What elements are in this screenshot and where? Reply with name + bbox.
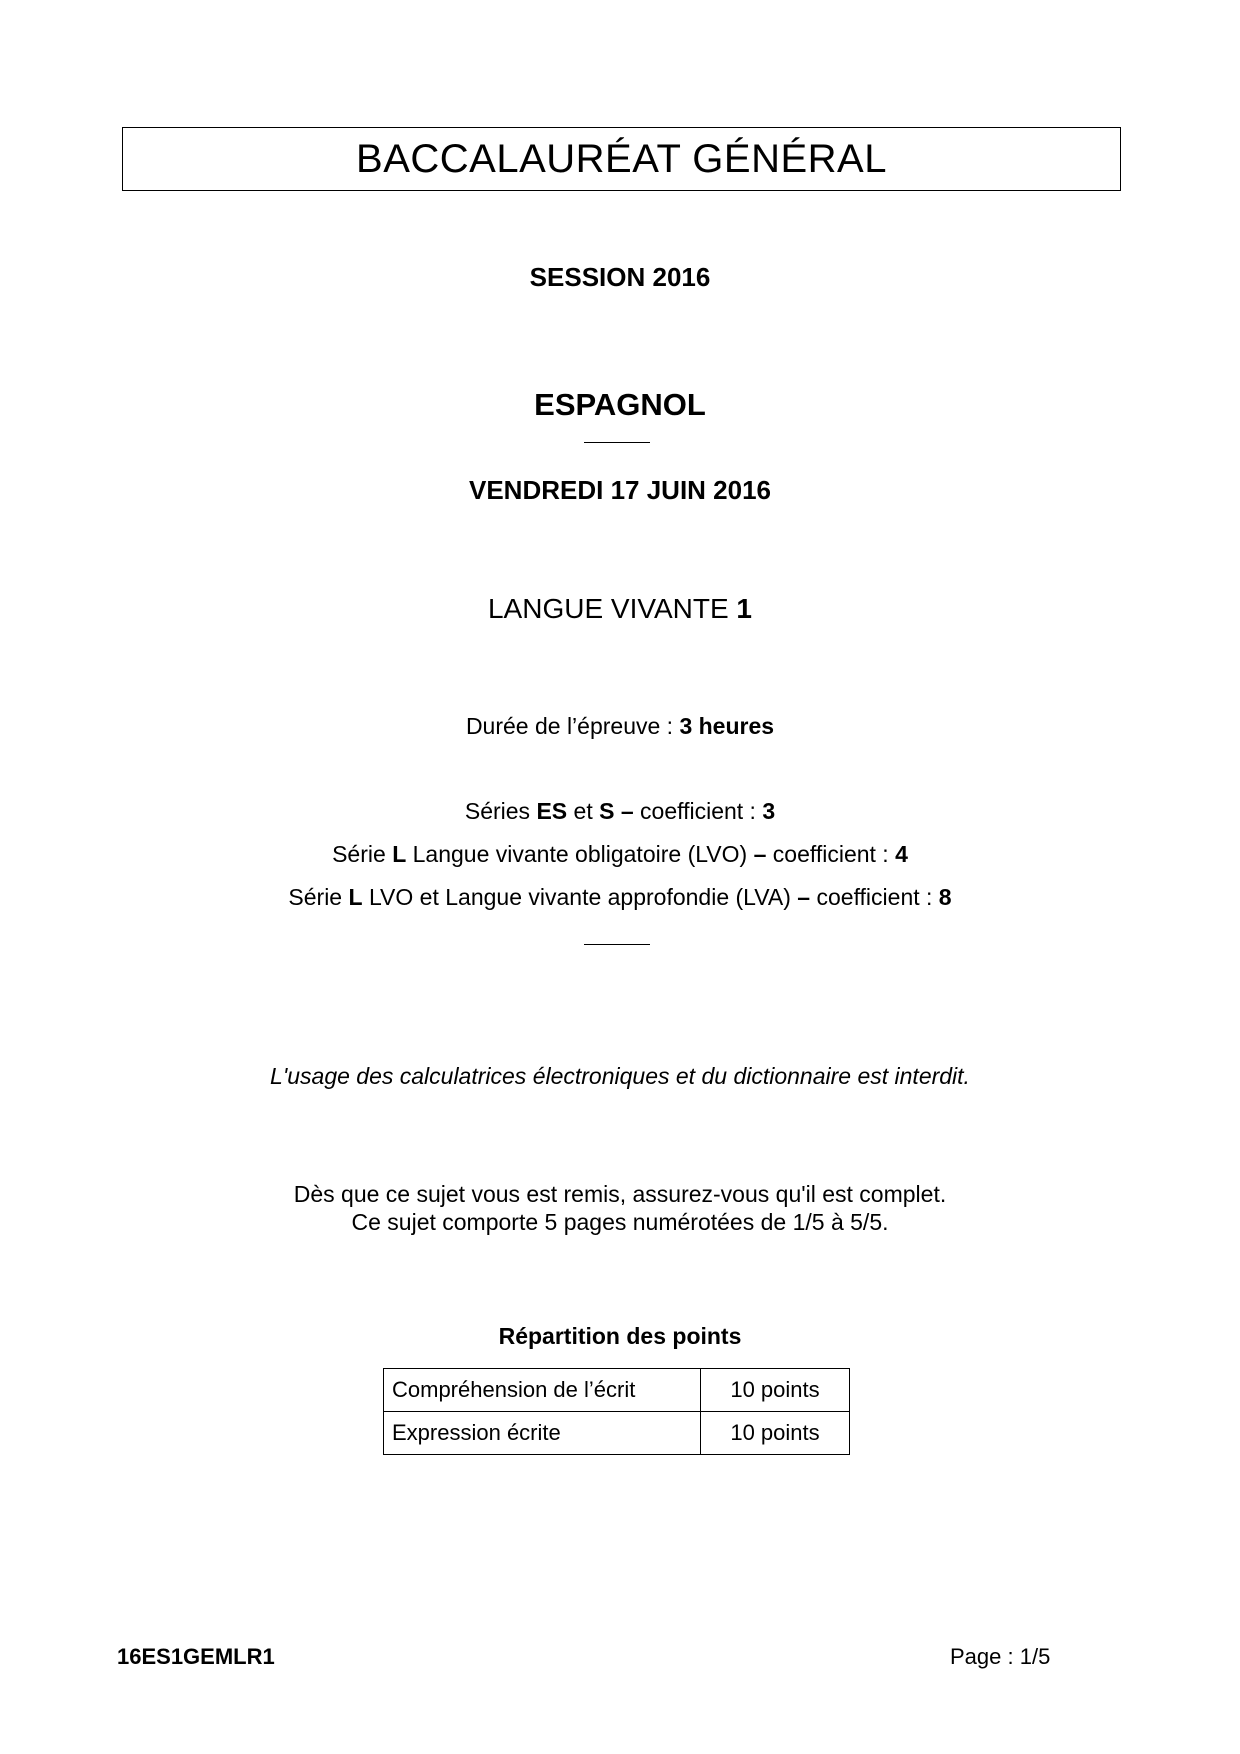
coef-label: coefficient : [816, 884, 933, 910]
duration-line [0, 713, 1240, 740]
calculator-notice: L'usage des calculatrices électroniques et du dictionnaire est interdit. [270, 1063, 970, 1089]
footer-page-number: Page : 1/5 [950, 1644, 1051, 1669]
coef-label: coefficient : [640, 798, 756, 824]
points-row-value: 10 points [701, 1369, 850, 1412]
table-row [384, 1369, 850, 1412]
points-row-label: Expression écrite [384, 1412, 701, 1455]
langue-label: LANGUE VIVANTE [487, 593, 729, 624]
coef-series: ES [536, 798, 568, 824]
subject-title: ESPAGNOL [534, 387, 706, 422]
points-title: Répartition des points [498, 1323, 742, 1349]
coef-prefix: Série [332, 841, 386, 867]
coef-prefix: Série [288, 884, 343, 910]
langue-vivante [0, 593, 1240, 625]
duration-value: 3 heures [679, 713, 775, 739]
coef-series: L [392, 841, 407, 867]
coef-series2: S [599, 798, 615, 824]
title-box [122, 127, 1121, 191]
duration-label: Durée de l’épreuve : [465, 713, 674, 739]
points-table [383, 1368, 850, 1455]
coefficient-line-l-lvo [0, 841, 1240, 868]
coef-value: 3 [762, 798, 776, 824]
coef-mid: LVO et Langue vivante approfondie (LVA) [368, 884, 791, 910]
divider [584, 944, 650, 945]
coef-value: 8 [938, 884, 952, 910]
points-row-label: Compréhension de l’écrit [384, 1369, 701, 1412]
table-row [384, 1412, 850, 1455]
page-title: BACCALAURÉAT GÉNÉRAL [356, 136, 887, 181]
exam-date: VENDREDI 17 JUIN 2016 [468, 475, 772, 505]
coef-mid: et [573, 798, 593, 824]
coef-prefix: Séries [464, 798, 531, 824]
coef-dash: – [797, 884, 811, 910]
coef-label: coefficient : [772, 841, 889, 867]
coef-value: 4 [895, 841, 908, 867]
instruction-line-2: Ce sujet comporte 5 pages numérotées de 1/5 à 5/5. [351, 1209, 889, 1235]
points-row-value: 10 points [701, 1412, 850, 1455]
coefficient-line-l-lva [0, 884, 1240, 911]
coef-dash: – [753, 841, 767, 867]
coef-series: L [348, 884, 363, 910]
footer-code: 16ES1GEMLR1 [117, 1644, 275, 1669]
coef-dash: – [620, 798, 634, 824]
coef-mid: Langue vivante obligatoire (LVO) [412, 841, 748, 867]
divider [584, 442, 650, 443]
langue-number: 1 [736, 593, 752, 624]
coefficient-line-es-s [0, 798, 1240, 825]
session-label: SESSION 2016 [529, 262, 711, 292]
instruction-line-1: Dès que ce sujet vous est remis, assurez-vous qu'il est complet. [293, 1181, 947, 1207]
